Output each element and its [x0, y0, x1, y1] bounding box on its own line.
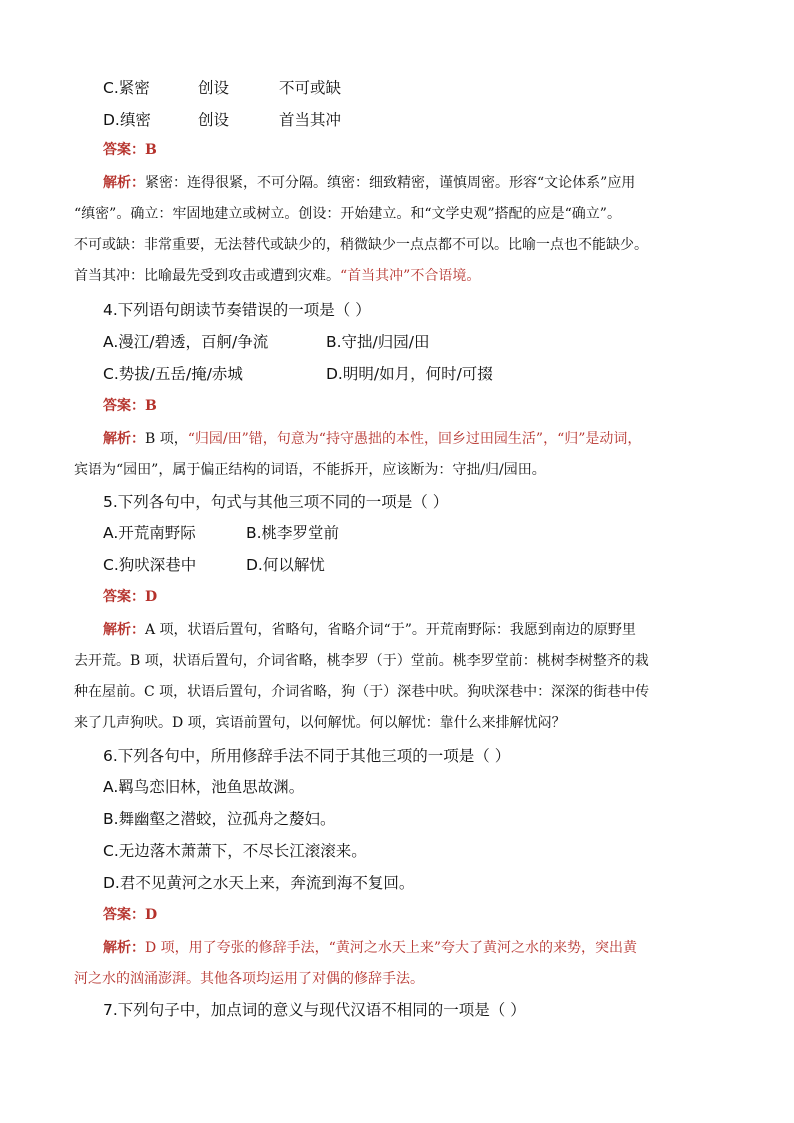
- q3-answer: [103, 139, 157, 159]
- q4-stem: 4.下列语句朗读节奏错误的一项是（ ）: [103, 301, 371, 319]
- q5-answer: [103, 586, 157, 606]
- explanation-text: 种在屋前。C 项，状语后置句，介词省略，狗（于）深巷中吠。狗吠深巷中：深深的街巷中传: [74, 684, 650, 700]
- q4-option-c: C.势拔/五岳/掩/赤城: [103, 365, 243, 383]
- q3-option-d: [103, 108, 503, 130]
- explanation-text: A 项，状语后置句，省略句，省略介词“于”。开荒南野际：我愿到南边的原野里: [145, 622, 636, 638]
- answer-value: B: [145, 398, 157, 414]
- explanation-text: 宾语为“园田”，属于偏正结构的词语，不能拆开，应该断为：守拙/归/园田。: [74, 462, 546, 478]
- explanation-text: B 项，: [145, 431, 188, 447]
- explanation-label: 解析：: [103, 622, 145, 638]
- q6-answer: [103, 904, 157, 924]
- q4-answer: [103, 395, 157, 415]
- q3-option-c-word1: C.紧密: [103, 79, 150, 97]
- q5-option-b: B.桃李罗堂前: [246, 524, 340, 542]
- explanation-text: 不可或缺：非常重要，无法替代或缺少的，稍微缺少一点点都不可以。比喻一点也不能缺少。: [74, 237, 648, 253]
- explanation-label: 解析：: [103, 940, 145, 956]
- explanation-text: 首当其冲：比喻最先受到攻击或遭到灾难。: [74, 268, 340, 284]
- answer-label: 答案：: [103, 907, 145, 923]
- q3-option-c-word3: 不可或缺: [279, 79, 342, 97]
- q6-option-c: C.无边落木萧萧下，不尽长江滚滚来。: [103, 842, 367, 860]
- answer-value: D: [145, 907, 158, 923]
- answer-value: D: [145, 589, 158, 605]
- q3-option-d-word2: 创设: [198, 111, 230, 129]
- explanation-text: “缜密”。确立：牢固地建立或树立。创设：开始建立。和“文学史观”搭配的应是“确立”。: [74, 206, 621, 222]
- q3-option-d-word1: D.缜密: [103, 111, 151, 129]
- q3-option-c-word2: 创设: [198, 79, 230, 97]
- explanation-text: 紧密：连得很紧，不可分隔。缜密：细致精密，谨慎周密。形容“文论体系”应用: [145, 175, 636, 191]
- answer-label: 答案：: [103, 398, 145, 414]
- q5-stem: 5.下列各句中，句式与其他三项不同的一项是（ ）: [103, 493, 449, 511]
- explanation-text: 来了几声狗吠。D 项，宾语前置句，以何解忧。何以解忧：靠什么来排解忧闷？: [74, 715, 566, 731]
- explanation-text: 河之水的汹涌澎湃。其他各项均运用了对偶的修辞手法。: [74, 971, 424, 987]
- answer-label: 答案：: [103, 589, 145, 605]
- q3-option-c: [103, 76, 503, 98]
- explanation-label: 解析：: [103, 431, 145, 447]
- q5-option-c: C.狗吠深巷中: [103, 556, 197, 574]
- q5-option-d: D.何以解忧: [246, 556, 325, 574]
- q4-option-d: D.明明/如月，何时/可掇: [326, 365, 493, 383]
- q6-option-b: B.舞幽壑之潜蛟，泣孤舟之嫠妇。: [103, 810, 336, 828]
- answer-value: B: [145, 142, 157, 158]
- q3-option-d-word3: 首当其冲: [279, 111, 342, 129]
- q7-stem: 7.下列句子中，加点词的意义与现代汉语不相同的一项是（ ）: [103, 1001, 526, 1019]
- explanation-label: 解析：: [103, 175, 145, 191]
- explanation-highlight: “归园/田”错，句意为“持守愚拙的本性，回乡过田园生活”，“归”是动词，: [187, 431, 642, 447]
- explanation-text: 去开荒。B 项，状语后置句，介词省略，桃李罗（于）堂前。桃李罗堂前：桃树李树整齐的栽: [74, 653, 649, 669]
- explanation-text: D 项，用了夸张的修辞手法，“黄河之水天上来”夸大了黄河之水的来势，突出黄: [145, 940, 637, 956]
- q6-option-d: D.君不见黄河之水天上来，奔流到海不复回。: [103, 874, 415, 892]
- q6-option-a: A.羁鸟恋旧林，池鱼思故渊。: [103, 778, 305, 796]
- q5-option-a: A.开荒南野际: [103, 524, 196, 542]
- answer-label: 答案：: [103, 142, 145, 158]
- q4-option-a: A.漫江/碧透，百舸/争流: [103, 333, 269, 351]
- q4-option-b: B.守拙/归园/田: [326, 333, 430, 351]
- q6-stem: 6.下列各句中，所用修辞手法不同于其他三项的一项是（ ）: [103, 747, 511, 765]
- explanation-highlight: “首当其冲”不合语境。: [340, 268, 481, 284]
